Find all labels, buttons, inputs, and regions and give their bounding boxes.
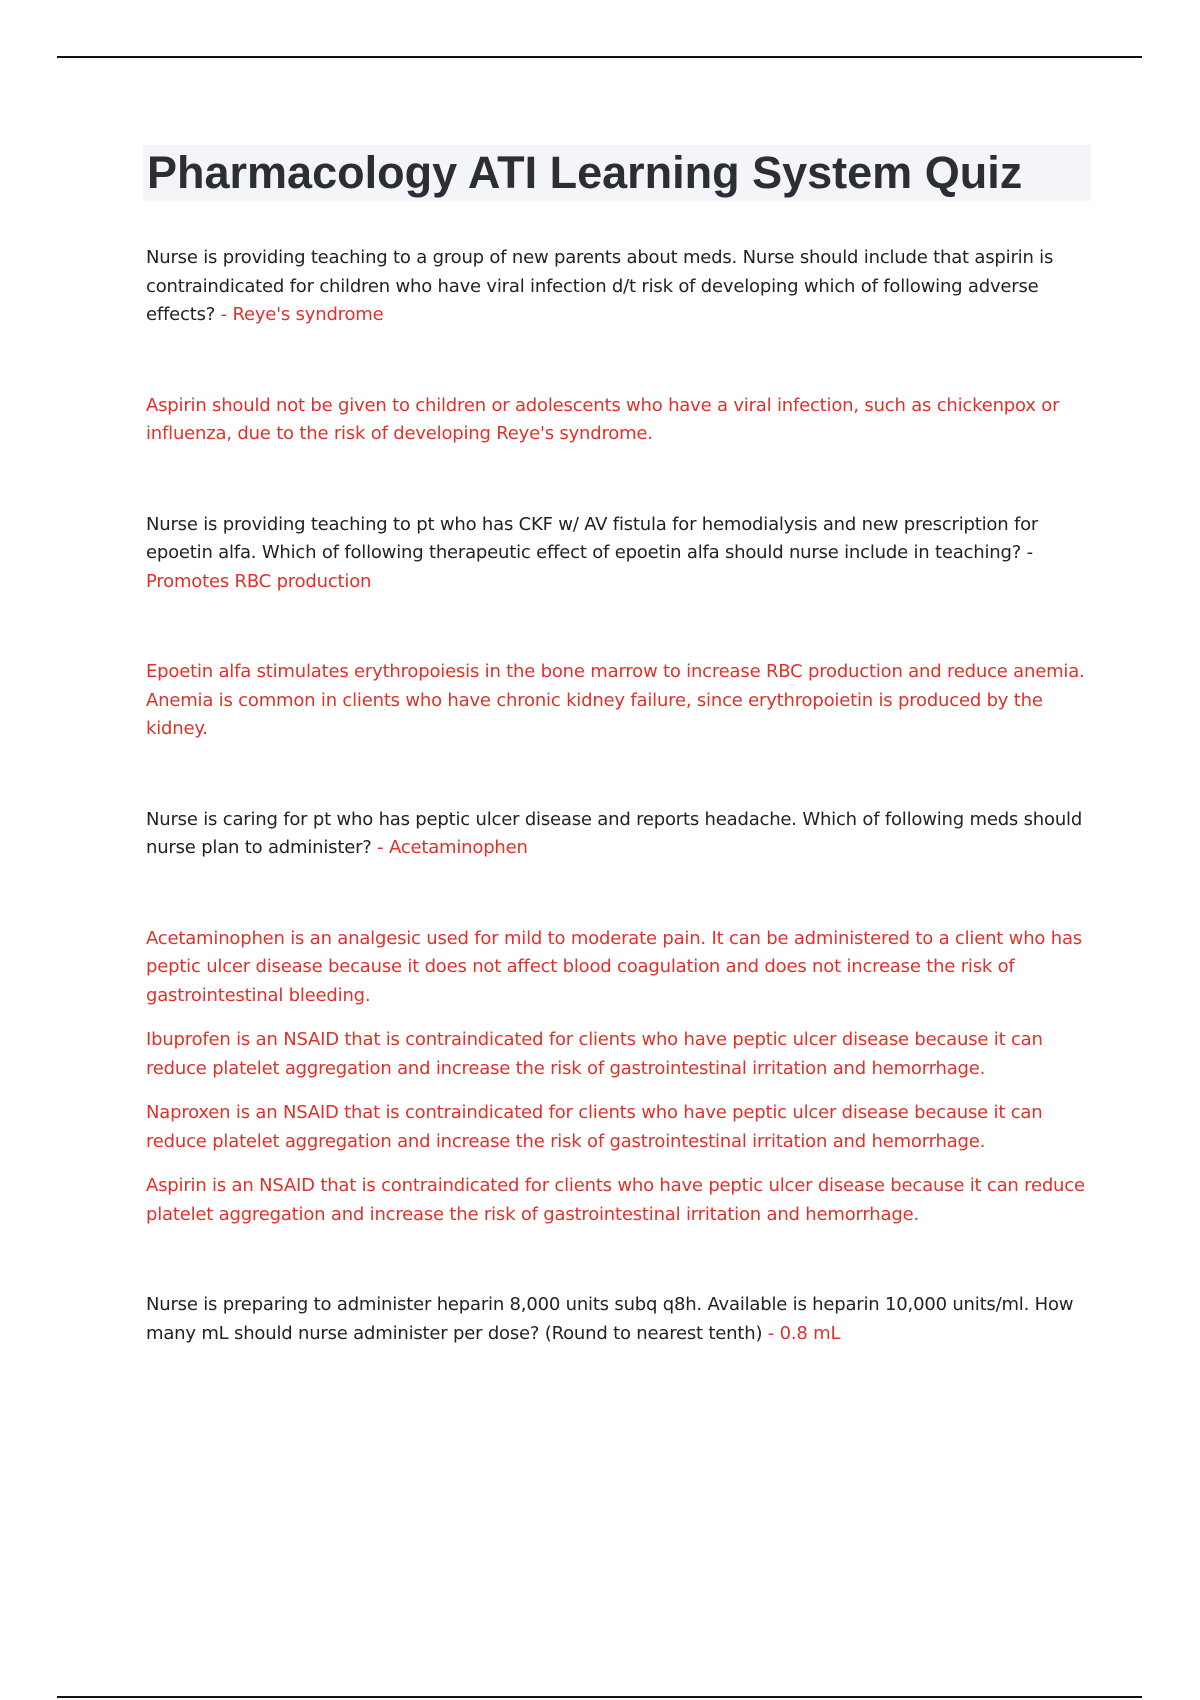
explanation-1-1: Aspirin should not be given to children or adolescents who have a viral infection, such as chickenpox or influenza, due to the risk of developing Reye's syndrome. <box>146 394 1060 444</box>
question-3-text: Nurse is caring for pt who has peptic ulcer disease and reports headache. Which of following meds should nurse plan to administer? <box>146 808 1083 858</box>
explanation-3-1: Acetaminophen is an analgesic used for mild to moderate pain. It can be administered to a client who has peptic ulcer disease because it does not affect blood coagulation and does not increase the risk of gastrointestinal bleeding. <box>146 927 1082 1006</box>
explanation-3-4: Aspirin is an NSAID that is contraindicated for clients who have peptic ulcer disease because it can reduce platelet aggregation and increase the risk of gastrointestinal irritation and hemorrhage. <box>146 1175 1085 1225</box>
quiz-content <box>146 244 1086 1348</box>
question-4-text: Nurse is preparing to administer heparin 8,000 units subq q8h. Available is heparin 10,000 units/ml. How many mL should nurse administer per dose? (Round to nearest tenth) <box>146 1294 1074 1344</box>
question-3 <box>146 806 1086 863</box>
bottom-rule <box>57 1696 1142 1698</box>
question-1 <box>146 244 1086 330</box>
question-2-answer: Promotes RBC production <box>146 570 372 592</box>
question-1-answer: - Reye's syndrome <box>220 304 384 325</box>
page-title: Pharmacology ATI Learning System Quiz <box>147 147 1023 198</box>
top-rule <box>57 56 1142 58</box>
question-3-answer: - Acetaminophen <box>377 837 528 858</box>
explanation-3-2: Ibuprofen is an NSAID that is contraindicated for clients who have peptic ulcer disease because it can reduce platelet aggregation and increase the risk of gastrointestinal irritation and hemorrhage. <box>146 1029 1043 1079</box>
explanation-2-1: Epoetin alfa stimulates erythropoiesis in the bone marrow to increase RBC production and reduce anemia. Anemia is common in clients who have chronic kidney failure, since erythropoietin is produced by the kidney. <box>146 661 1085 739</box>
question-2 <box>146 511 1086 597</box>
question-1-text: Nurse is providing teaching to a group of new parents about meds. Nurse should include that aspirin is contraindicated for children who have viral infection d/t risk of developing which of following adverse effects? <box>146 247 1054 325</box>
question-4 <box>146 1291 1086 1348</box>
question-4-answer: - 0.8 mL <box>767 1322 841 1344</box>
explanation-3-3: Naproxen is an NSAID that is contraindicated for clients who have peptic ulcer disease because it can reduce platelet aggregation and increase the risk of gastrointestinal irritation and hemorrhage. <box>146 1102 1043 1152</box>
title-banner <box>143 145 1091 201</box>
question-2-text: Nurse is providing teaching to pt who has CKF w/ AV fistula for hemodialysis and new prescription for epoetin alfa. Which of following therapeutic effect of epoetin alfa should nurse include in teaching? - <box>146 513 1039 563</box>
